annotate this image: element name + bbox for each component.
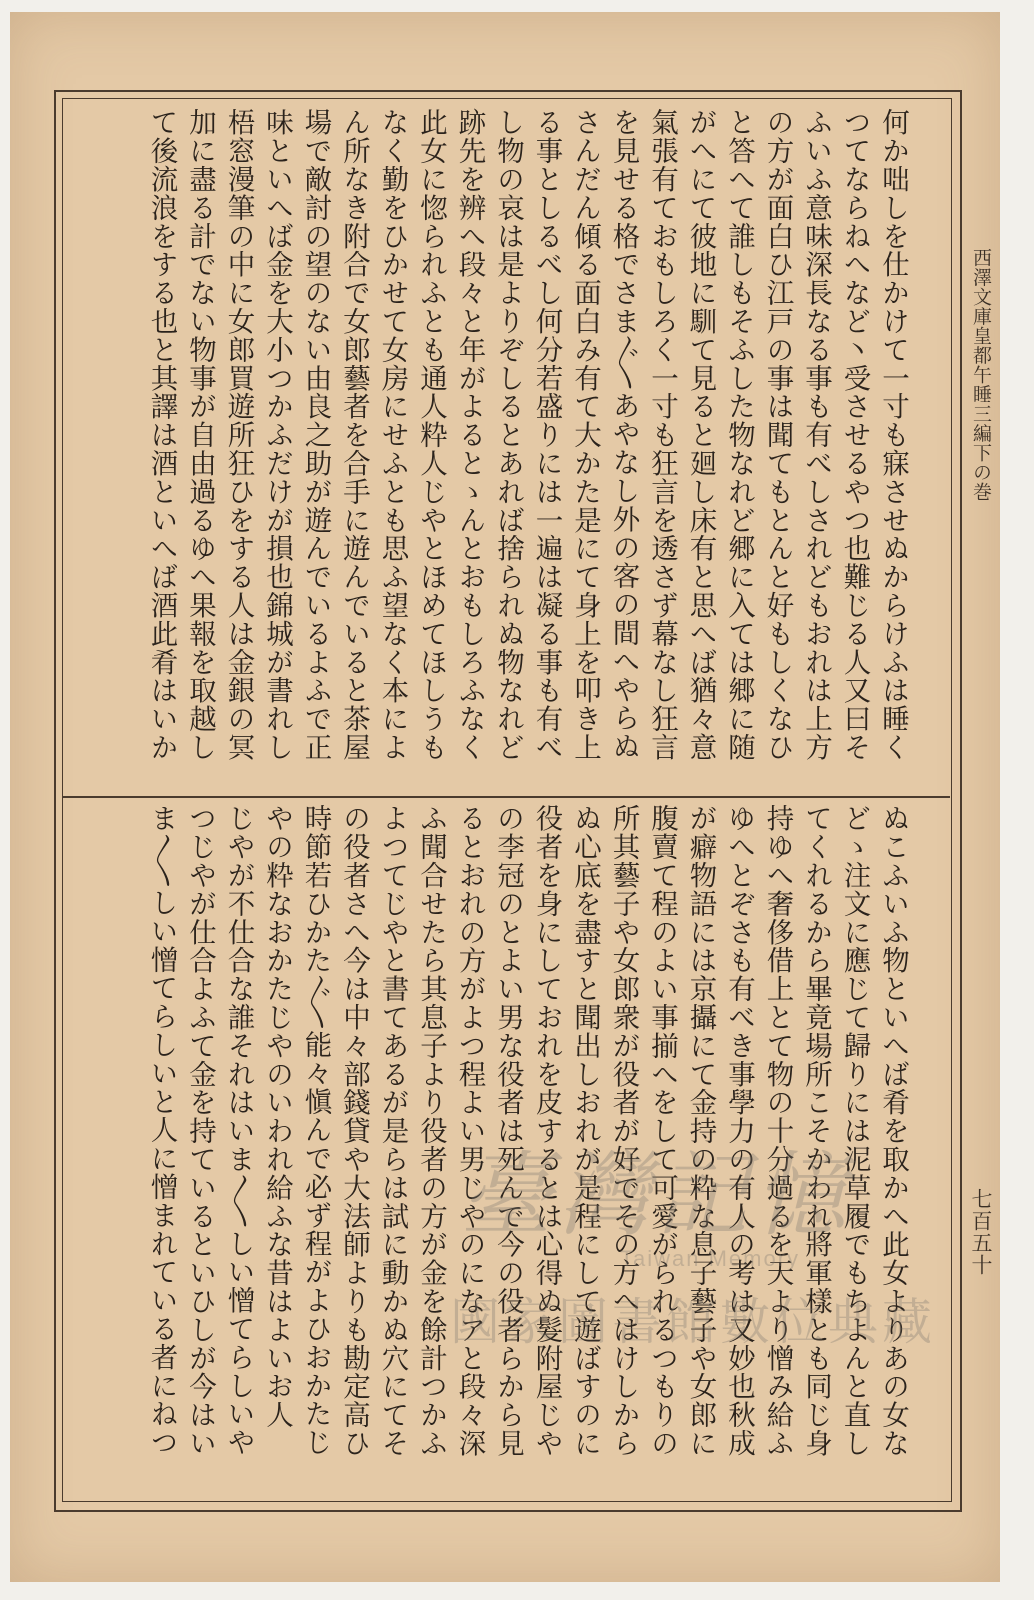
watermark-main: 臺灣記憶 bbox=[460, 1142, 853, 1249]
watermark-sub: 國家圖書館數位典藏 bbox=[450, 1293, 936, 1351]
watermark-english: Taiwan Memory bbox=[620, 1246, 801, 1271]
upper-text-block: 何か咄しを仕かけて一寸も寐させぬからけふは睡く つてならねへなど丶受させるやつ也難じる人又曰そ ふいふ意味深長なる事も有べしされどもおれは上方 の方が面白ひ江戸の事は聞てもとんと好もしくなひ と答へて誰しもそふした物なれど郷に入ては郷に随 がへにて彼地に馴て見ると廻し床有と思へば猶々意 氣張有ておもしろく一寸も狂言を透さず幕なし狂言 を見せる格でさま〴〵あやなし外の客の間へやらぬ さんだん傾る面白み有て大かた是にて身上を叩き上 る事としるべし何分若盛りには一遍は凝る事も有べ し物の哀は是よりぞしるとあれば捨られぬ物なれど 跡先を辨へ段々と年がよるとゝんとおもしろふなく 此女に惚られふとも通人粋人じやとほめてほしうも なく勤をひかせて女房にせふとも思ふ望なく本によ ん所なき附合で女郎藝者を合手に遊んでいると茶屋 場で敵討の望のない由良之助が遊んでいるよふで正 味といへば金を大小つかふだけが損也錦城が書れし 梧窓漫筆の中に女郎買遊所狂ひをする人は金銀の冥 加に盡る計でない物事が自由過るゆへ果報を取越し て後流浪をする也と其譯は酒といへば酒此肴はいか bbox=[145, 108, 909, 762]
section-divider bbox=[62, 796, 950, 798]
running-title: 西澤文庫皇都午睡三編下の巻 bbox=[970, 248, 992, 502]
book-page bbox=[10, 12, 1000, 1582]
lower-text-block: ぬこふいふ物といへば肴を取かへ此女よりあの女な どゝ注文に應じて歸りには泥草履でもちよんと直し てくれるから畢竟場所こそかわれ將軍樣とも同じ身 持ゆへ奢侈借上とて物の十分過るを天より憎み給ふ ゆへとぞさも有べき事學力の有人の考は又妙也秋成 が癖物語には京攝にて金持の粋な息子藝子や女郎に 腹賣て程のよい事揃へをして可愛がられるつもりの 所其藝子や女郎衆が役者が好でその方へはけしから ぬ心底を盡すと聞出しおれが是程にして遊ばすのに 役者を身にしておれを皮するとは心得ぬ髮附屋じや の李冠のとよい男な役者は死んで今の役者らから見 るとおれの方がよつ程よい男じやのになアと段々深 ふ聞合せたら其息子より役者の方が金を餘計つかふ よつてじやと書てあるが是らは試に動かぬ穴にてそ の役者さへ今は中々部錢貸や大法師よりも勘定高ひ 時節若ひかた〴〵能々愼んで必ず程がよひおかたじ やの粋なおかたじやのいわれ給ふな昔はよいお人 じやが不仕合な誰それはいま〳〵しい憎てらしいや つじやが仕合よふて金を持ているといひしが今はい ま〳〵しい憎てらしいと人に憎まれている者にねつ bbox=[145, 804, 909, 1458]
page-number: 七百五十 bbox=[969, 1188, 993, 1276]
